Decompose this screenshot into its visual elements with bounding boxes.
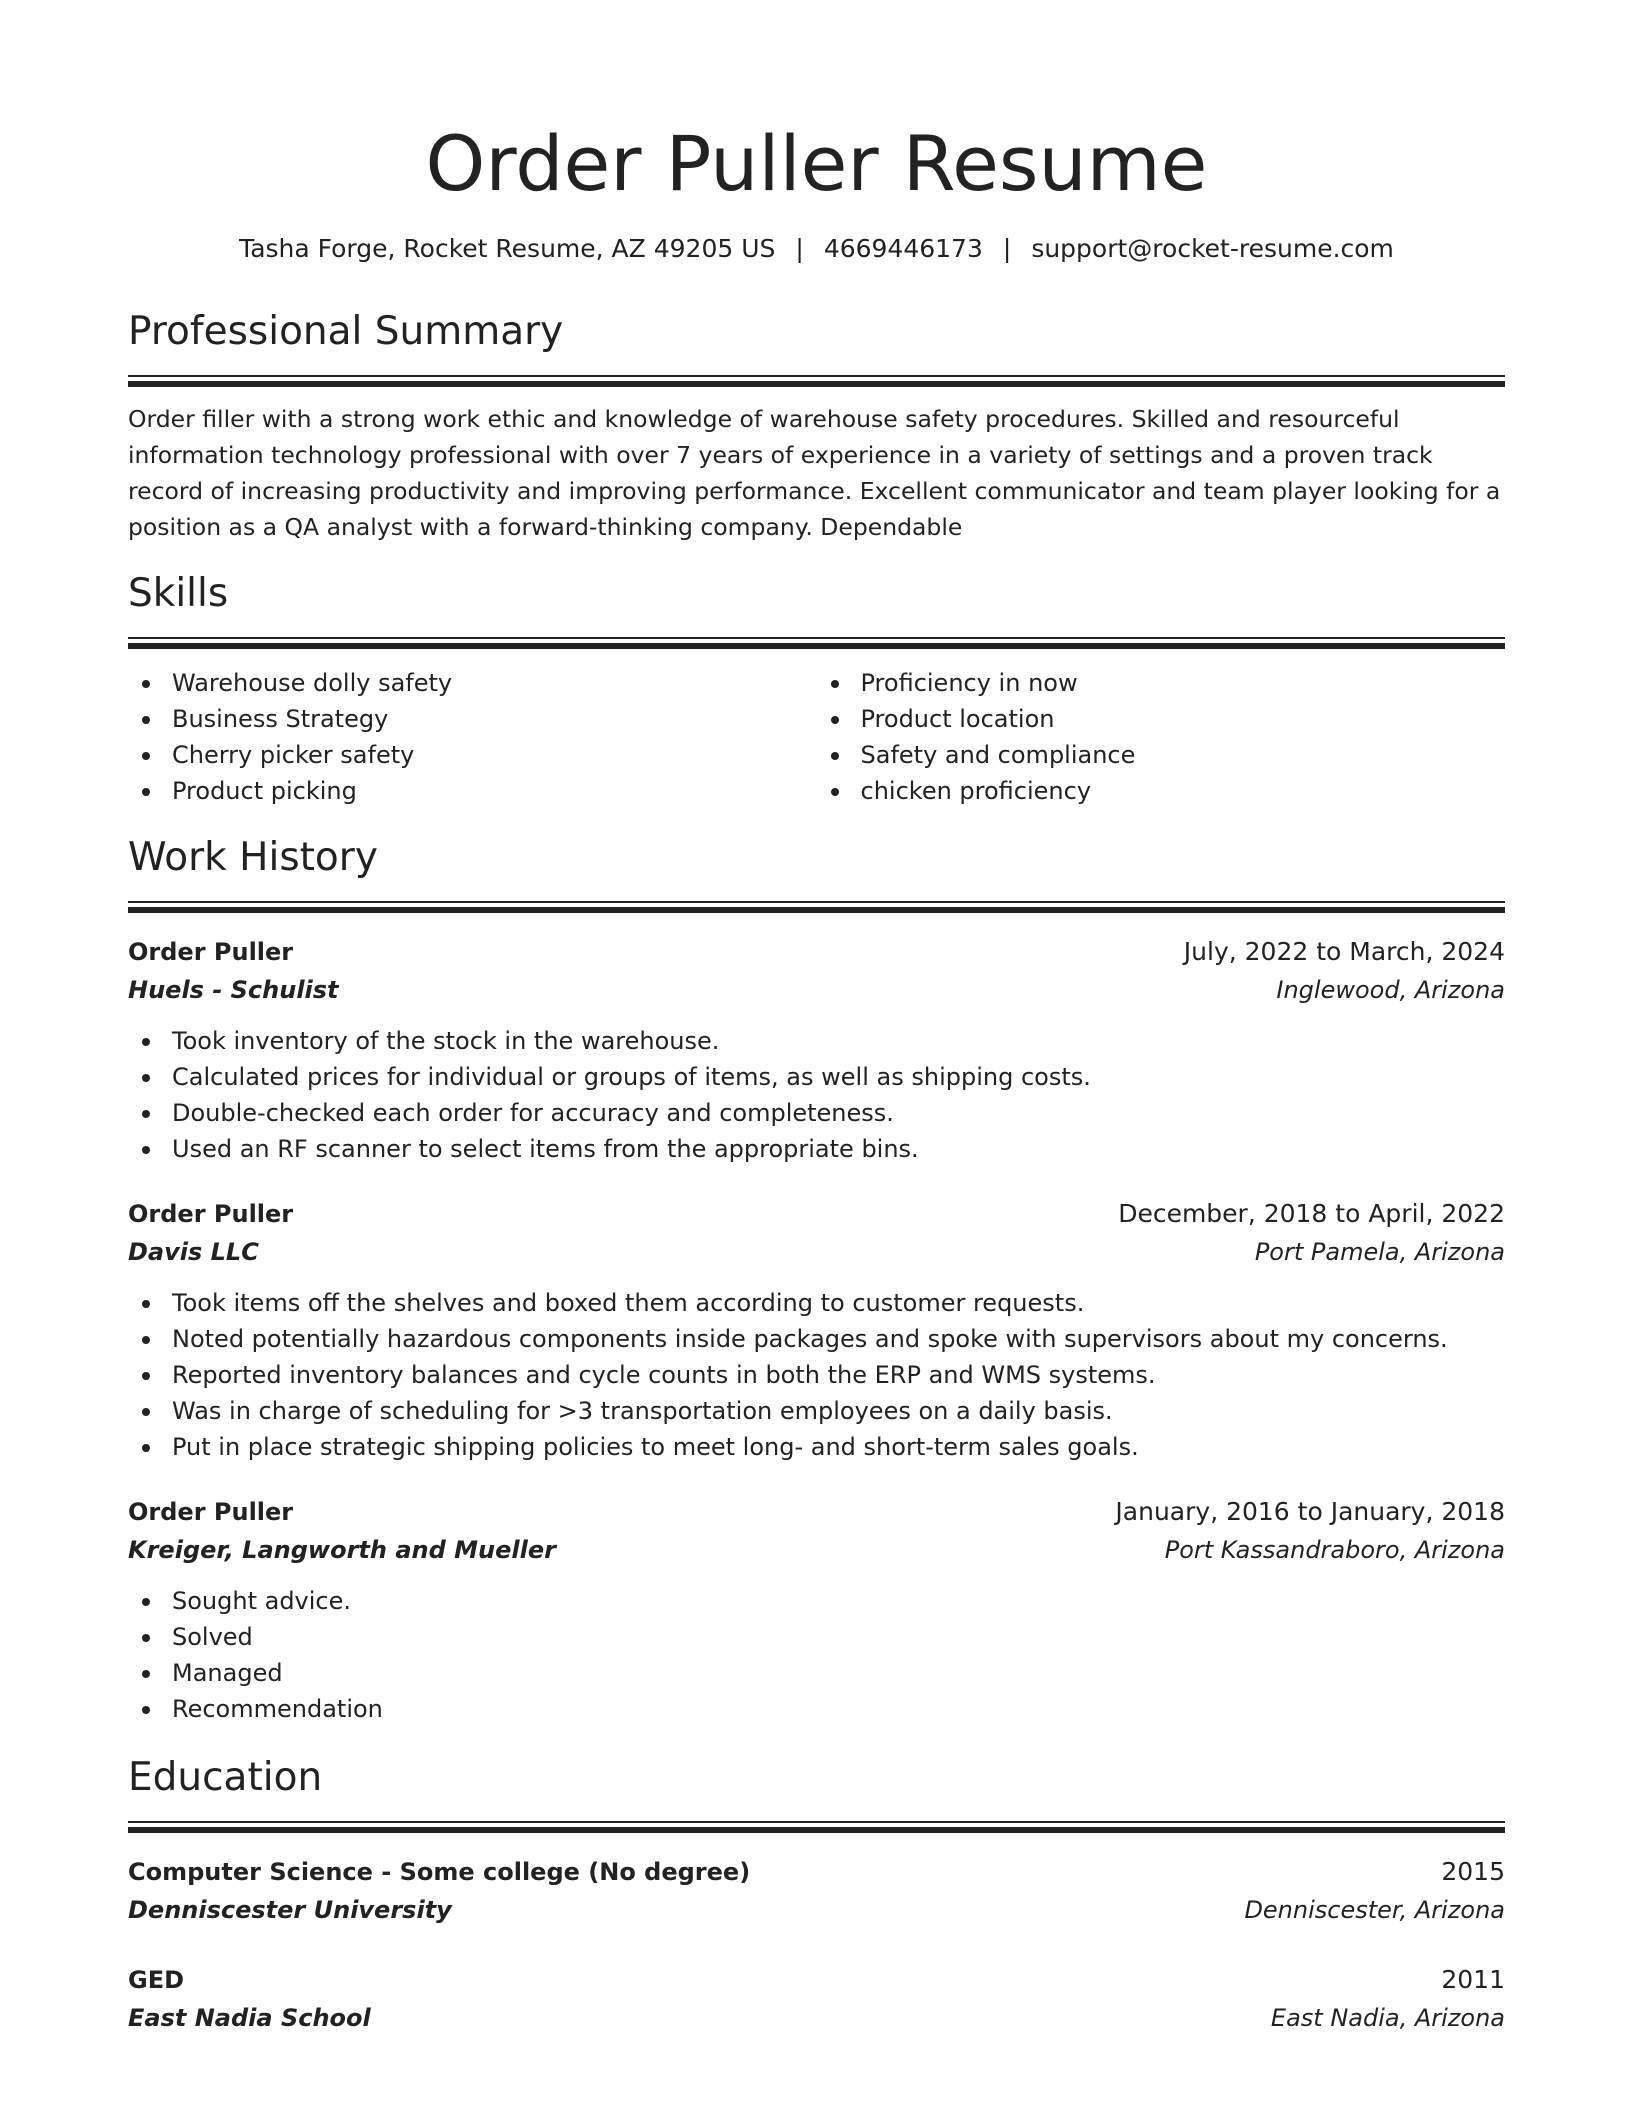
education-location: East Nadia, Arizona	[1270, 2004, 1505, 2032]
job-bullet: Recommendation	[128, 1691, 1505, 1727]
job-company: Kreiger, Langworth and Mueller	[128, 1536, 556, 1564]
section-divider	[128, 637, 1505, 649]
job-title: Order Puller	[128, 1200, 294, 1228]
job-bullets	[128, 1583, 1505, 1727]
job-bullet: Used an RF scanner to select items from the appropriate bins.	[128, 1131, 1505, 1167]
education-year: 2011	[1441, 1965, 1505, 1994]
job-entry	[128, 1195, 1505, 1465]
education-location: Denniscester, Arizona	[1244, 1896, 1505, 1924]
job-company: Davis LLC	[128, 1238, 259, 1266]
job-bullet: Reported inventory balances and cycle counts in both the ERP and WMS systems.	[128, 1357, 1505, 1393]
job-location: Port Pamela, Arizona	[1254, 1238, 1505, 1266]
job-dates: July, 2022 to March, 2024	[1183, 937, 1505, 966]
section-divider	[128, 1821, 1505, 1833]
job-bullet: Sought advice.	[128, 1583, 1505, 1619]
skills-column-left	[128, 665, 817, 809]
job-entry	[128, 933, 1505, 1167]
education-entry	[128, 1961, 1505, 2037]
skills-column-right	[817, 665, 1506, 809]
job-bullet: Was in charge of scheduling for >3 transportation employees on a daily basis.	[128, 1393, 1505, 1429]
skill-item: Product picking	[128, 773, 817, 809]
job-entry	[128, 1493, 1505, 1727]
education-school: East Nadia School	[128, 2004, 371, 2032]
education-section	[128, 1755, 1505, 2037]
skill-item: chicken proficiency	[817, 773, 1506, 809]
job-bullet: Calculated prices for individual or groups of items, as well as shipping costs.	[128, 1059, 1505, 1095]
section-heading-education: Education	[128, 1755, 323, 1800]
job-dates: December, 2018 to April, 2022	[1118, 1199, 1505, 1228]
job-bullets	[128, 1285, 1505, 1465]
skills-list	[128, 665, 1505, 809]
work-history-section	[128, 835, 1505, 1727]
job-bullet: Managed	[128, 1655, 1505, 1691]
skill-item: Product location	[817, 701, 1506, 737]
contact-line	[128, 236, 1505, 261]
skill-item: Warehouse dolly safety	[128, 665, 817, 701]
job-location: Inglewood, Arizona	[1276, 976, 1505, 1004]
section-heading-summary: Professional Summary	[128, 309, 564, 354]
job-company: Huels - Schulist	[128, 976, 339, 1004]
job-bullet: Took inventory of the stock in the warehouse.	[128, 1023, 1505, 1059]
job-bullet: Put in place strategic shipping policies to meet long- and short-term sales goals.	[128, 1429, 1505, 1465]
contact-separator: |	[795, 234, 804, 263]
job-location: Port Kassandraboro, Arizona	[1164, 1536, 1505, 1564]
summary-section	[128, 309, 1505, 545]
job-title: Order Puller	[128, 1498, 294, 1526]
job-bullet: Noted potentially hazardous components inside packages and spoke with supervisors about my concerns.	[128, 1321, 1505, 1357]
job-bullet: Took items off the shelves and boxed them according to customer requests.	[128, 1285, 1505, 1321]
contact-separator: |	[1002, 234, 1012, 263]
section-heading-skills: Skills	[128, 571, 229, 616]
summary-text: Order filler with a strong work ethic and knowledge of warehouse safety procedures. Skilled and resourceful information technology professional with over 7 years of experience in a variety of settings and a proven track record of increasing productivity and improving performance. Excellent communicator and team player looking for a position as a QA analyst with a forward-thinking company. Dependable	[128, 405, 1501, 541]
contact-email: support@rocket-resume.com	[1031, 234, 1394, 263]
job-bullet: Solved	[128, 1619, 1505, 1655]
contact-address: Tasha Forge, Rocket Resume, AZ 49205 US	[239, 234, 776, 263]
skills-section	[128, 571, 1505, 809]
job-bullet: Double-checked each order for accuracy and completeness.	[128, 1095, 1505, 1131]
skill-item: Cherry picker safety	[128, 737, 817, 773]
section-divider	[128, 901, 1505, 913]
education-school: Denniscester University	[128, 1896, 452, 1924]
contact-phone: 4669446173	[823, 234, 983, 263]
skill-item: Proficiency in now	[817, 665, 1506, 701]
job-dates: January, 2016 to January, 2018	[1115, 1497, 1505, 1526]
skill-item: Safety and compliance	[817, 737, 1506, 773]
job-title: Order Puller	[128, 938, 294, 966]
skill-item: Business Strategy	[128, 701, 817, 737]
education-year: 2015	[1441, 1857, 1505, 1886]
section-divider	[128, 375, 1505, 387]
education-degree: GED	[128, 1966, 185, 1994]
resume-title: Order Puller Resume	[425, 119, 1208, 208]
section-heading-work: Work History	[128, 835, 378, 880]
education-entry	[128, 1853, 1505, 1929]
education-degree: Computer Science - Some college (No degree)	[128, 1858, 751, 1886]
job-bullets	[128, 1023, 1505, 1167]
